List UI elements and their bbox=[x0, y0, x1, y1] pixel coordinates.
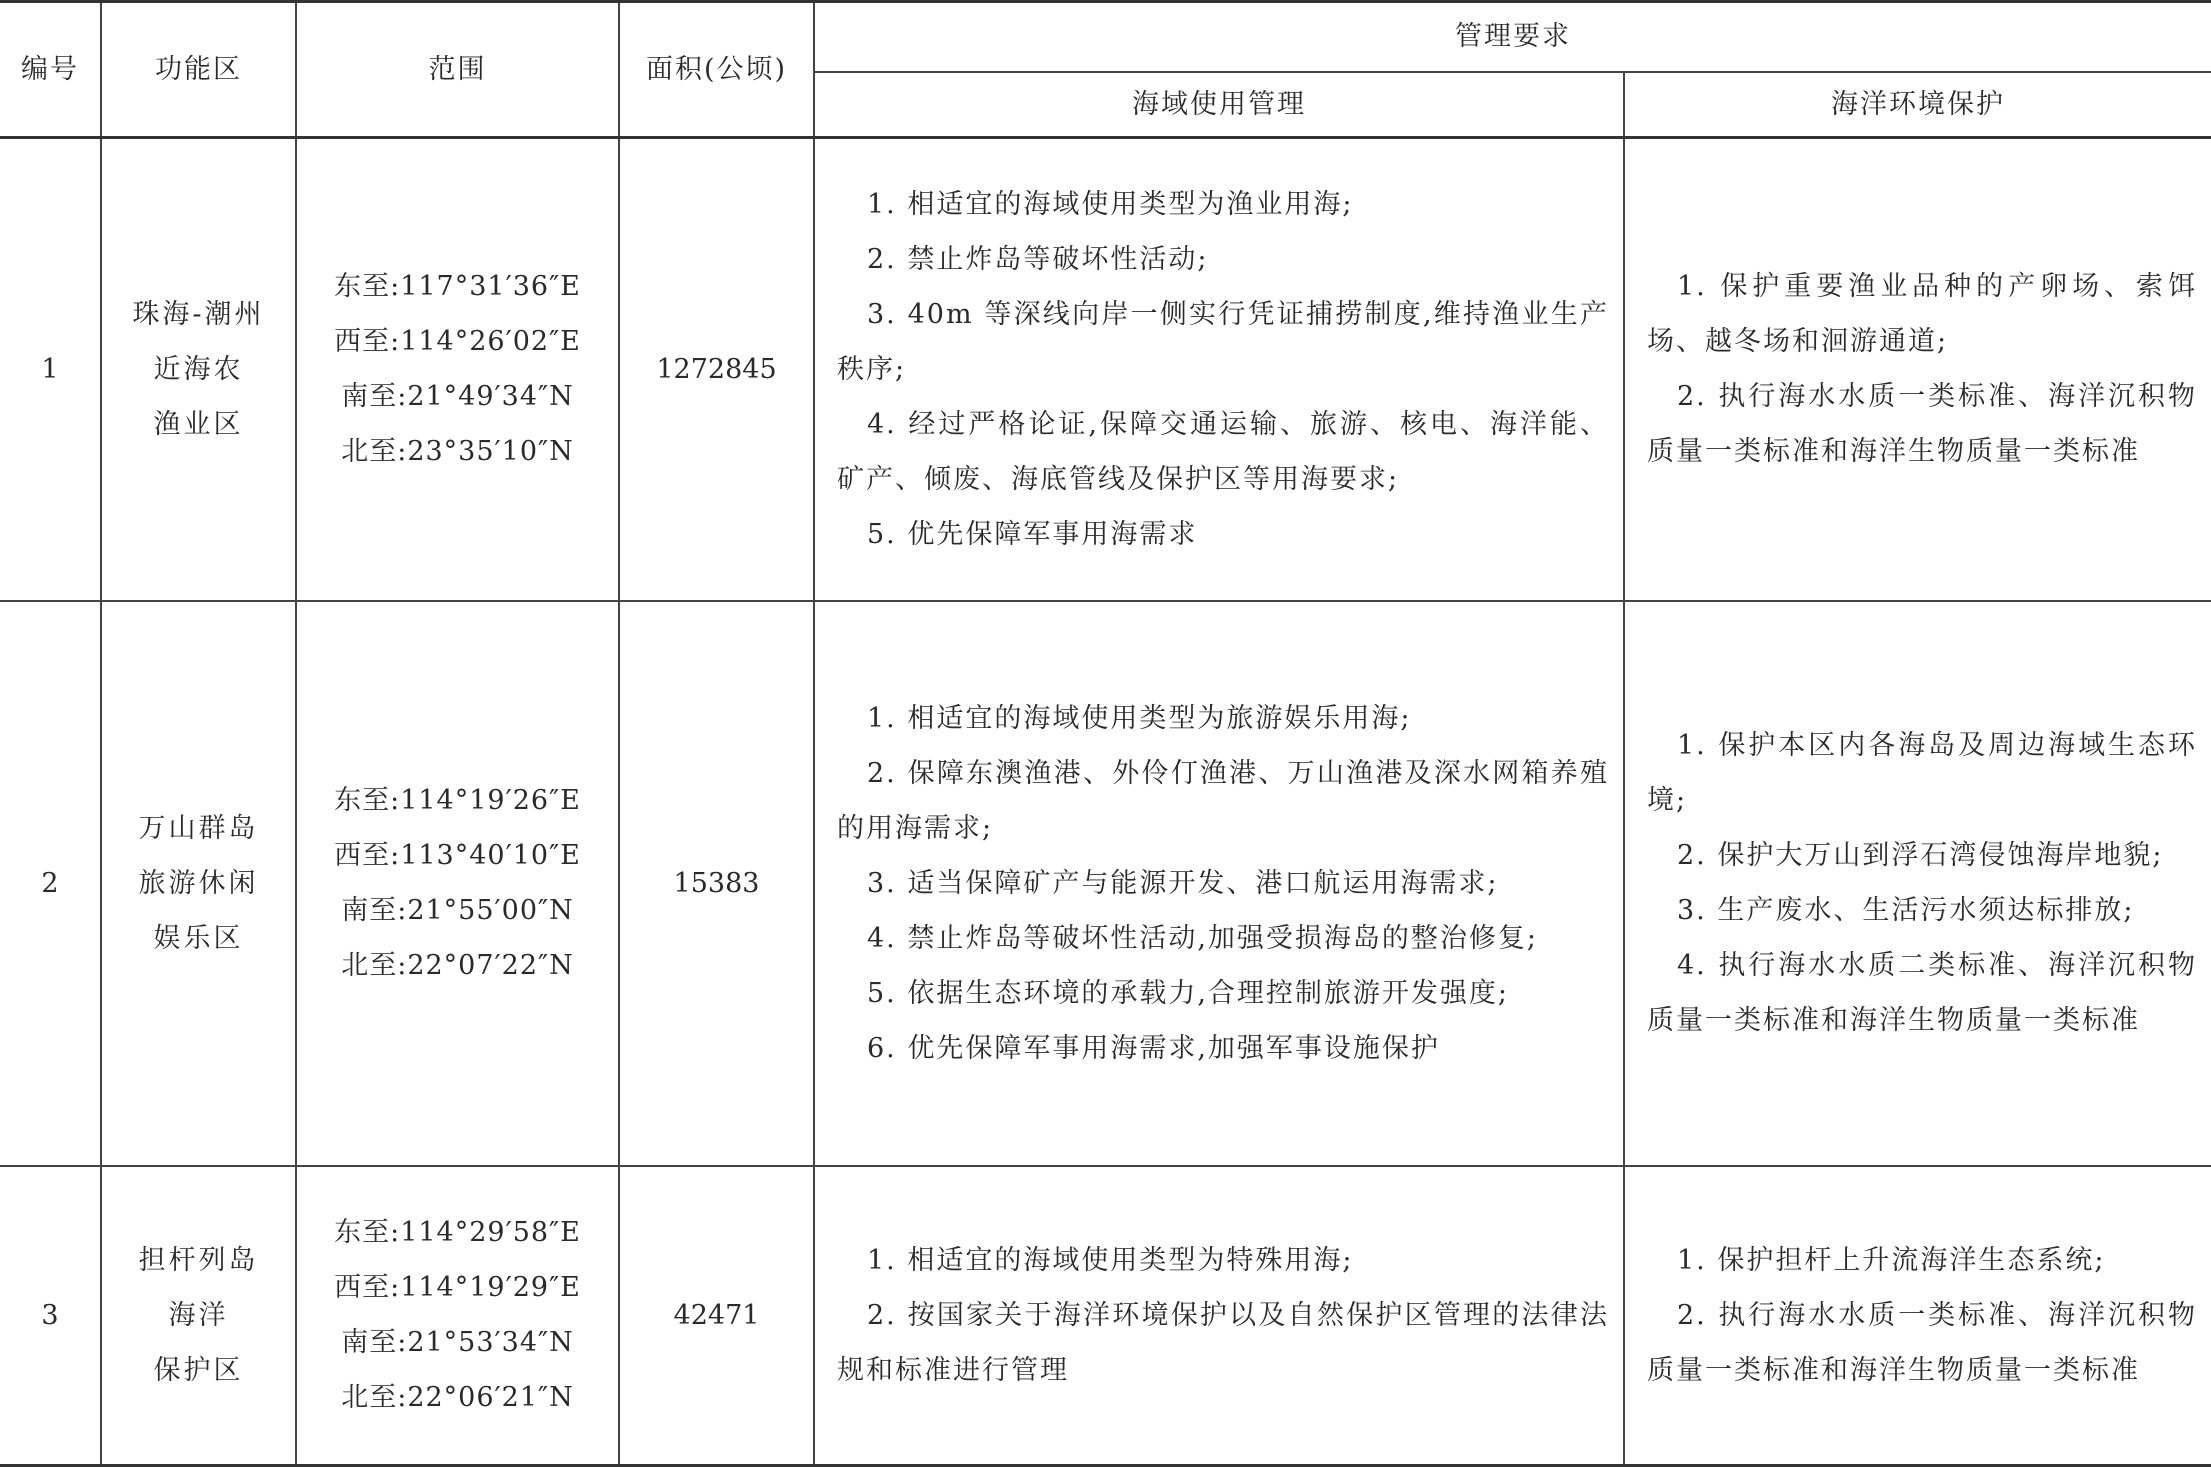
range-cell bbox=[296, 138, 619, 601]
range-line: 东至:117°31′36″E bbox=[334, 271, 581, 303]
zone-name-line: 担杆列岛 bbox=[138, 1244, 259, 1276]
zone-name-cell bbox=[101, 601, 296, 1166]
sea-use-item: 5. 优先保障军事用海需求 bbox=[867, 518, 1198, 550]
range-line: 北至:22°07′22″N bbox=[341, 950, 574, 981]
zone-name-line: 娱乐区 bbox=[153, 922, 244, 954]
row-id: 1 bbox=[0, 138, 101, 601]
sea-use-item: 2. 按国家关于海洋环境保护以及自然保护区管理的法律法规和标准进行管理 bbox=[837, 1299, 1609, 1386]
header-sea-use: 海域使用管理 bbox=[814, 72, 1624, 138]
env-protection-item: 2. 保护大万山到浮石湾侵蚀海岸地貌; bbox=[1677, 840, 2164, 871]
sea-use-item: 3. 适当保障矿产与能源开发、港口航运用海需求; bbox=[867, 867, 1499, 899]
zone-name-line: 珠海-潮州 bbox=[132, 298, 265, 330]
sea-use-item: 4. 禁止炸岛等破坏性活动,加强受损海岛的整治修复; bbox=[867, 922, 1539, 954]
sea-use-cell bbox=[814, 1166, 1624, 1466]
header-env: 海洋环境保护 bbox=[1624, 72, 2211, 138]
env-protection-item: 3. 生产废水、生活污水须达标排放; bbox=[1677, 895, 2135, 926]
env-protection-item: 1. 保护重要渔业品种的产卵场、索饵场、越冬场和洄游通道; bbox=[1647, 271, 2197, 358]
zone-name-cell bbox=[101, 1166, 296, 1466]
table-row bbox=[0, 138, 2211, 601]
header-row-1 bbox=[0, 2, 2211, 72]
env-protection-cell bbox=[1624, 138, 2211, 601]
sea-use-cell bbox=[814, 601, 1624, 1166]
row-id: 2 bbox=[0, 601, 101, 1166]
header-range: 范围 bbox=[296, 2, 619, 138]
sea-use-item: 4. 经过严格论证,保障交通运输、旅游、核电、海洋能、矿产、倾废、海底管线及保护区等用海要求; bbox=[837, 408, 1609, 495]
env-protection-item: 2. 执行海水水质一类标准、海洋沉积物质量一类标准和海洋生物质量一类标准 bbox=[1647, 381, 2197, 468]
area-cell: 42471 bbox=[619, 1166, 814, 1466]
zone-name-line: 渔业区 bbox=[153, 408, 244, 440]
range-line: 西至:114°26′02″E bbox=[334, 326, 581, 358]
env-protection-item: 4. 执行海水水质二类标准、海洋沉积物质量一类标准和海洋生物质量一类标准 bbox=[1647, 950, 2197, 1036]
range-cell bbox=[296, 601, 619, 1166]
table-row bbox=[0, 1166, 2211, 1466]
range-line: 西至:113°40′10″E bbox=[334, 840, 581, 871]
sea-use-item: 2. 禁止炸岛等破坏性活动; bbox=[867, 243, 1209, 275]
env-protection-item: 2. 执行海水水质一类标准、海洋沉积物质量一类标准和海洋生物质量一类标准 bbox=[1647, 1299, 2197, 1386]
sea-use-item: 1. 相适宜的海域使用类型为旅游娱乐用海; bbox=[867, 702, 1412, 734]
env-protection-item: 1. 保护本区内各海岛及周边海域生态环境; bbox=[1647, 730, 2197, 816]
zone-name-line: 万山群岛 bbox=[138, 812, 259, 844]
header-management: 管理要求 bbox=[814, 2, 2211, 72]
range-line: 南至:21°55′00″N bbox=[341, 895, 574, 926]
zone-name-line: 海洋 bbox=[168, 1299, 229, 1331]
sea-use-item: 2. 保障东澳渔港、外伶仃渔港、万山渔港及深水网箱养殖的用海需求; bbox=[837, 757, 1609, 844]
sea-use-item: 6. 优先保障军事用海需求,加强军事设施保护 bbox=[867, 1032, 1440, 1064]
table-row bbox=[0, 601, 2211, 1166]
range-line: 北至:23°35′10″N bbox=[341, 436, 574, 468]
area-cell: 15383 bbox=[619, 601, 814, 1166]
zone-name-line: 旅游休闲 bbox=[138, 867, 259, 899]
table-body bbox=[0, 138, 2211, 1466]
sea-use-item: 1. 相适宜的海域使用类型为渔业用海; bbox=[867, 188, 1354, 220]
zone-name-line: 近海农 bbox=[153, 353, 244, 385]
sea-use-item: 5. 依据生态环境的承载力,合理控制旅游开发强度; bbox=[867, 977, 1510, 1009]
sea-use-item: 3. 40m 等深线向岸一侧实行凭证捕捞制度,维持渔业生产秩序; bbox=[837, 298, 1609, 385]
header-area: 面积(公顷) bbox=[619, 2, 814, 138]
range-line: 南至:21°49′34″N bbox=[341, 381, 574, 413]
range-cell bbox=[296, 1166, 619, 1466]
range-line: 东至:114°29′58″E bbox=[334, 1217, 581, 1249]
header-id: 编号 bbox=[0, 2, 101, 138]
env-protection-cell bbox=[1624, 601, 2211, 1166]
header-zone: 功能区 bbox=[101, 2, 296, 138]
area-cell: 1272845 bbox=[619, 138, 814, 601]
env-protection-cell bbox=[1624, 1166, 2211, 1466]
env-protection-item: 1. 保护担杆上升流海洋生态系统; bbox=[1677, 1244, 2106, 1276]
range-line: 东至:114°19′26″E bbox=[334, 785, 581, 816]
sea-use-item: 1. 相适宜的海域使用类型为特殊用海; bbox=[867, 1244, 1354, 1276]
range-line: 北至:22°06′21″N bbox=[341, 1382, 574, 1414]
zone-name-line: 保护区 bbox=[153, 1354, 244, 1386]
zone-name-cell bbox=[101, 138, 296, 601]
range-line: 西至:114°19′29″E bbox=[334, 1272, 581, 1304]
sea-use-cell bbox=[814, 138, 1624, 601]
range-line: 南至:21°53′34″N bbox=[341, 1327, 574, 1359]
row-id: 3 bbox=[0, 1166, 101, 1466]
